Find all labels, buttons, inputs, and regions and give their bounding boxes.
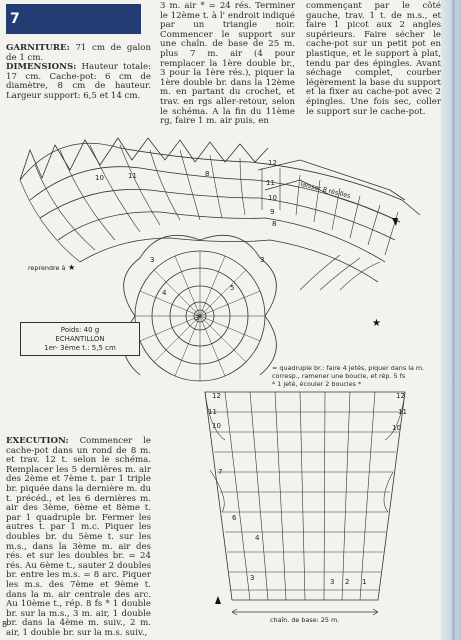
svg-text:8: 8 — [272, 220, 277, 228]
gauge-sample-box — [20, 322, 140, 356]
sample-weight: Poids: 40 g — [60, 326, 100, 334]
sample-title: ECHANTILLON — [55, 335, 105, 343]
svg-text:2: 2 — [345, 578, 350, 586]
pattern-number: 7 — [10, 11, 20, 27]
resume-label: reprendre à — [28, 264, 66, 272]
legend-quadruple: = quadruple br.: faire 4 jetés, piquer dans la m. corresp., ramener une boucle, et rép. 5 fs — [272, 364, 425, 380]
svg-text:11: 11 — [128, 172, 137, 180]
svg-text:3: 3 — [330, 578, 335, 586]
leave-mesh-label: laisser 8 résilles — [299, 179, 352, 201]
svg-text:4: 4 — [162, 289, 167, 297]
dimensions-label: DIMENSIONS: — [6, 62, 77, 73]
svg-text:10: 10 — [212, 422, 221, 430]
svg-text:12: 12 — [396, 392, 405, 400]
svg-text:10: 10 — [268, 194, 277, 202]
svg-text:7: 7 — [218, 468, 223, 476]
svg-text:11: 11 — [398, 408, 407, 416]
svg-text:9: 9 — [270, 208, 275, 216]
stitch-legend — [272, 364, 442, 388]
svg-text:8: 8 — [205, 170, 210, 178]
execution-text — [6, 437, 151, 638]
garniture-text: 71 cm de galon de 1 cm. — [6, 43, 151, 63]
svg-text:★: ★ — [68, 263, 76, 272]
svg-text:11: 11 — [266, 179, 275, 187]
svg-text:5: 5 — [230, 284, 235, 292]
svg-text:12: 12 — [212, 392, 221, 400]
sample-size: 1er- 3ème t.: 5,5 cm — [44, 344, 116, 352]
execution-label: EXECUTION: — [6, 436, 69, 446]
svg-text:3: 3 — [150, 256, 155, 264]
dimensions-text: Hauteur totale: 17 cm. Cache-pot: 6 cm de diamètre, 8 cm de hauteur. Largeur support: 6,5 et 14 cm. — [6, 62, 151, 101]
svg-text:3: 3 — [260, 256, 265, 264]
legend-jete: * 1 jeté, écouler 2 boucles * — [272, 380, 362, 388]
base-chain-label: chaîn. de base: 25 m. — [270, 616, 340, 624]
svg-text:6: 6 — [232, 514, 237, 522]
svg-text:11: 11 — [208, 408, 217, 416]
svg-text:10: 10 — [392, 424, 401, 432]
svg-text:★: ★ — [372, 318, 381, 329]
svg-text:4: 4 — [255, 534, 260, 542]
svg-text:1: 1 — [362, 578, 367, 586]
execution-body: Commencer le cache-pot dans un rond de 8 m. et trav. 12 t. selon le schéma. Remplacer les 5 dernières m. air des 2ème et 7ème t. par 1 triple br. piquée dans la dernière m. du t. précéd., et les 6 dernières m. air des 3ème, 6ème et 8ème t. par 1 quadruple br. Fermer les autres t. par 1 m.c. Piquer les doubles br. du 5ème t. sur les m.s., dans la 3ème m. air des rés. et sur les doubles br. = 24 rés. Au 6ème t., sauter 2 doubles br. entre les m.s. = 8 arc. Piquer les m.s. des 7ème et 9ème t. dans la m. air centrale des arc. Au 10ème t., rép. 8 fs * 1 double br. sur la m.s., 3 m. air, 1 double br. dans la 4ème m. suiv., 2 m. air, 1 double br. sur la m.s. suiv., — [6, 436, 151, 638]
page-number: 8 — [2, 620, 8, 629]
garniture-label: GARNITURE: — [6, 43, 70, 53]
instructions-column-2: 3 m. air * = 24 rés. Terminer le 12ème t. à l' endroit indiqué par un triangle noir. Commencer le support sur une chaîn. de base de 25 m. plus 7 m. air (4 pour remplacer la 1ère double br., 3 pour la 1ère rés.), piquer la 1ère double br. dans la 12ème m. en partant du crochet, et trav. en rgs aller-retour, selon le schéma. A la fin du 11ème rg, faire 1 m. air puis, en — [160, 1, 295, 127]
svg-text:3: 3 — [195, 314, 200, 322]
svg-text:12: 12 — [268, 159, 277, 167]
instructions-column-3: commençant par le côté gauche, trav. 1 t. de m.s., et faire 1 picot aux 2 angles supérieurs. Faire sécher le cache-pot sur un petit pot en plastique, et le support à plat, tendu par des épingles. Avant séchage complet, courber légèrement la base du support et la fixer au cache-pot avec 2 épingles. Une fois sec, coller le support sur le cache-pot. — [306, 1, 441, 117]
svg-text:10: 10 — [95, 174, 104, 182]
svg-text:3: 3 — [250, 574, 255, 582]
